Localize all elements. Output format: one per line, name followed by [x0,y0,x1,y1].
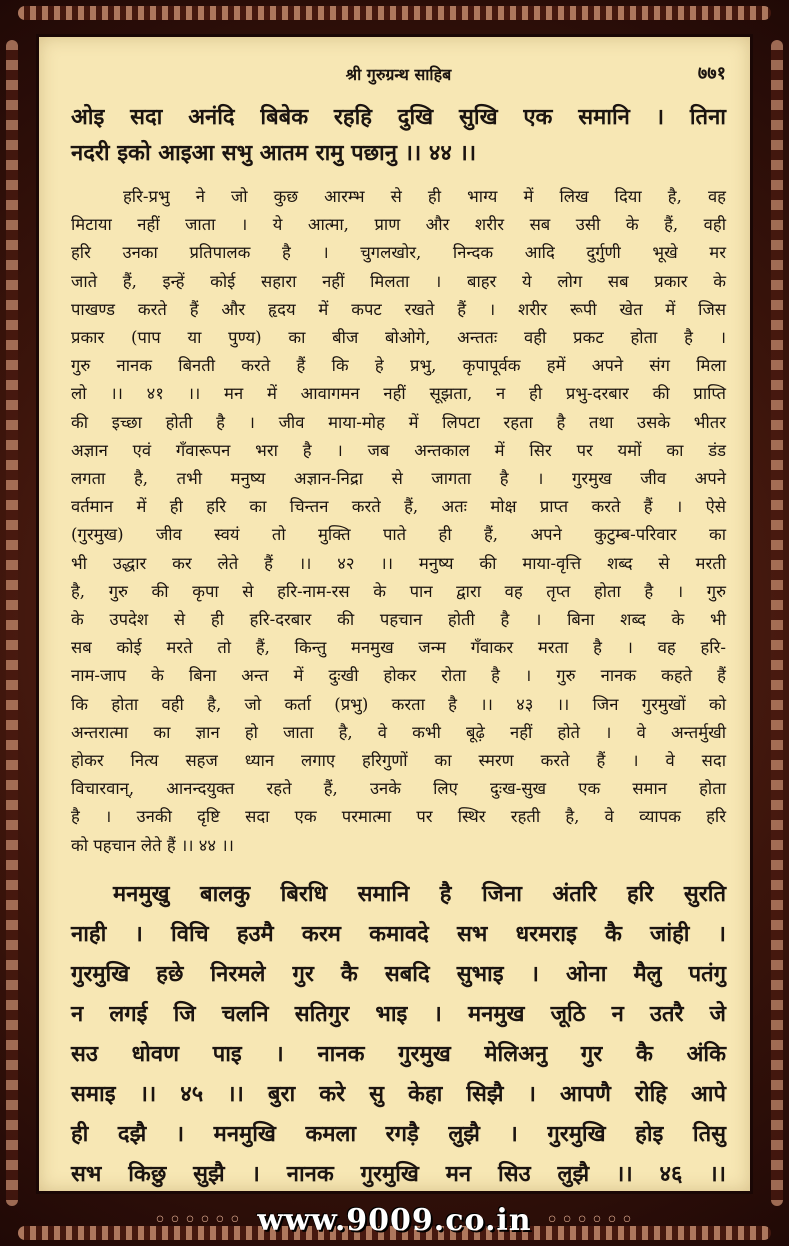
commentary-line: के उपदेश से ही हरि-दरबार की पहचान होती है । बिना शब्द के भी [71,610,726,630]
commentary-line: सब कोई मरते तो हैं, किन्तु मनमुख जन्म गँवाकर मरता है । वह हरि- [71,638,726,658]
page-number: ७७१ [697,63,726,84]
gurbani-line: मनमुखु बालकु बिरधि समानि है जिना अंतरि हरि सुरति [113,880,726,907]
right-border-ornament [771,40,783,1206]
hindi-commentary [71,183,726,860]
commentary-line: विचारवान्, आनन्दयुक्त रहते हैं, उनके लिए दुःख-सुख एक समान होता [71,779,726,799]
gurbani-line: गुरमुखि हछे निरमले गुर कै सबदि सुभाइ । ओना मैलु पतंगु [71,960,726,987]
commentary-line: को पहचान लेते हैं ।। ४४ ।। [71,835,234,855]
left-border-ornament [6,40,18,1206]
gurbani-line: नदरी इको आइआ सभु आतम रामु पछानु ।। ४४ ।। [71,140,477,166]
page-header [71,55,726,95]
gurbani-verse-block-1 [71,99,726,171]
gurbani-line: न लगई जि चलनि सतिगुर भाइ । मनमुख जूठि न उतरै जे [71,1000,726,1027]
gurbani-line: सभ किछु सुझै । नानक गुरमुखि मन सिउ लुझै ।। ४६ ।। [71,1160,726,1187]
commentary-line: होकर नित्य सहज ध्यान लगाए हरिगुणों का स्मरण करते हैं । वे सदा [71,751,726,771]
commentary-line: (गुरमुख) जीव स्वयं तो मुक्ति पाते ही हैं, अपने कुटुम्ब-परिवार का [71,525,726,545]
website-url[interactable]: www.9009.co.in [257,1202,532,1238]
gurbani-verse-block-2 [71,874,726,1194]
commentary-line: लो ।। ४१ ।। मन में आवागमन नहीं सूझता, न ही प्रभु-दरबार की प्राप्ति [71,384,726,404]
commentary-line: वर्तमान में ही हरि का चिन्तन करते हैं, अतः मोक्ष प्राप्त करते हैं । ऐसे [71,497,726,517]
scripture-page [36,34,753,1194]
commentary-line: गुरु नानक बिनती करते हैं कि हे प्रभु, कृपापूर्वक हमें अपने संग मिला [71,356,726,376]
gurbani-line: सउ धोवण पाइ । नानक गुरमुख मेलिअनु गुर कै अंकि [71,1040,726,1067]
gurbani-line: नाही । विचि हउमै करम कमावदे सभ धरमराइ कै जांही । [71,920,726,947]
commentary-line: लगता है, तभी मनुष्य अज्ञान-निद्रा से जागता है । गुरमुख जीव अपने [71,469,726,489]
commentary-line: हरि-प्रभु ने जो कुछ आरम्भ से ही भाग्य में लिख दिया है, वह [123,187,726,206]
commentary-line: भी उद्धार कर लेते हैं ।। ४२ ।। मनुष्य की माया-वृत्ति शब्द से मरती [71,553,726,573]
commentary-line: की इच्छा होती है । जीव माया-मोह में लिपटा रहता है तथा उसके भीतर [71,412,726,432]
top-border-ornament [18,6,771,20]
gurbani-line: ही दझै । मनमुखि कमला रगड़ै लुझै । गुरमुखि होइ तिसु [71,1120,726,1147]
commentary-line: जाते हैं, इन्हें कोई सहारा नहीं मिलता । बाहर ये लोग सब प्रकार के [71,271,726,291]
flourish-left-icon: ◦◦◦◦◦◦ [153,1207,244,1233]
gurbani-line: ओइ सदा अनंदि बिबेक रहहि दुखि सुखि एक समानि । तिना [71,104,726,130]
commentary-line: मिटाया नहीं जाता । ये आत्मा, प्राण और शरीर सब उसी के हैं, वही [71,215,726,235]
flourish-right-icon: ◦◦◦◦◦◦ [545,1207,636,1233]
commentary-line: अज्ञान एवं गँवारूपन भरा है । जब अन्तकाल में सिर पर यमों का डंड [71,440,726,460]
commentary-line: है । उनकी दृष्टि सदा एक परमात्मा पर स्थिर रहती है, वे व्यापक हरि [71,807,726,827]
site-footer [0,1194,789,1246]
page-title: श्री गुरुग्रन्थ साहिब [345,65,452,84]
commentary-line: अन्तरात्मा का ज्ञान हो जाता है, वे कभी बूढ़े नहीं होते । वे अन्तर्मुखी [71,722,726,742]
commentary-line: हरि उनका प्रतिपालक है । चुगलखोर, निन्दक आदि दुर्गुणी भूखे मर [71,243,726,263]
commentary-line: नाम-जाप के बिना अन्त में दुःखी होकर रोता है । गुरु नानक कहते हैं [71,666,726,686]
gurbani-line: समाइ ।। ४५ ।। बुरा करे सु केहा सिझै । आपणै रोहि आपे [71,1080,726,1107]
commentary-line: कि होता वही है, जो कर्ता (प्रभु) करता है ।। ४३ ।। जिन गुरमुखों को [71,694,726,714]
commentary-line: पाखण्ड करते हैं और हृदय में कपट रखते हैं । शरीर रूपी खेत में जिस [71,299,726,319]
commentary-line: प्रकार (पाप या पुण्य) का बीज बोओगे, अन्ततः वही प्रकट होता है । [71,328,726,348]
commentary-line: है, गुरु की कृपा से हरि-नाम-रस के पान द्वारा वह तृप्त होता है । गुरु [71,581,726,601]
